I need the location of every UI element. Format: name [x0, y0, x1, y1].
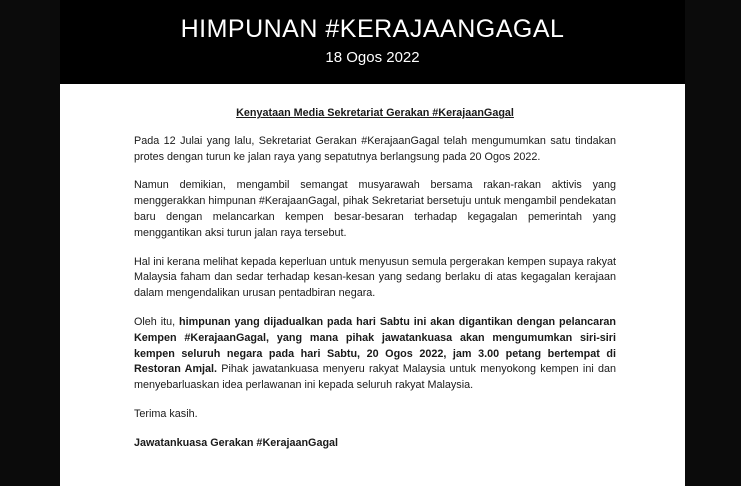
header-banner	[60, 0, 685, 84]
banner-date: 18 Ogos 2022	[325, 49, 420, 66]
paragraph-4-intro: Oleh itu,	[134, 315, 180, 328]
closing-thanks: Terima kasih.	[134, 407, 198, 420]
paragraph-4-bold-announcement: himpunan yang dijadualkan pada hari Sabtu ini akan digantikan dengan pelancaran Kempen #KerajaanGagal, yang mana pihak jawatankuasa akan mengumumkan siri-siri kempen seluruh negara pada hari Sabtu, 20 Ogos 2022, jam 3.00 petang bertempat di Restoran Amjal.	[134, 315, 616, 376]
signature: Jawatankuasa Gerakan #KerajaanGagal	[134, 436, 339, 449]
paragraph-1: Pada 12 Julai yang lalu, Sekretariat Gerakan #KerajaanGagal telah mengumumkan satu tindakan protes dengan turun ke jalan raya yang sepatutnya berlangsung pada 20 Ogos 2022.	[134, 134, 616, 163]
paragraph-2: Namun demikian, mengambil semangat musyarawah bersama rakan-rakan aktivis yang menggerakkan himpunan #KerajaanGagal, pihak Sekretariat bersetuju untuk mengambil pendekatan baru dengan melancarkan kempen besar-besaran terhadap kegagalan pemerintah yang menggantikan aksi turun jalan raya tersebut.	[134, 179, 616, 239]
statement-heading: Kenyataan Media Sekretariat Gerakan #KerajaanGagal	[236, 107, 514, 119]
banner-title: HIMPUNAN #KERAJAANGAGAL	[180, 15, 565, 43]
statement-body	[134, 106, 616, 452]
paragraph-4-closing: Pihak jawatankuasa menyeru rakyat Malaysia untuk menyokong kempen ini dan menyebarluaskan idea perlawanan ini kepada seluruh rakyat Malaysia.	[134, 363, 616, 392]
press-statement-document	[60, 0, 685, 486]
paragraph-4	[134, 315, 616, 394]
paragraph-3: Hal ini kerana melihat kepada keperluan untuk menyusun semula pergerakan kempen supaya rakyat Malaysia faham dan sedar terhadap kesan-kesan yang sedang berlaku di atas kegagalan kerajaan dalam mengendalikan urusan pentadbiran negara.	[134, 255, 616, 300]
